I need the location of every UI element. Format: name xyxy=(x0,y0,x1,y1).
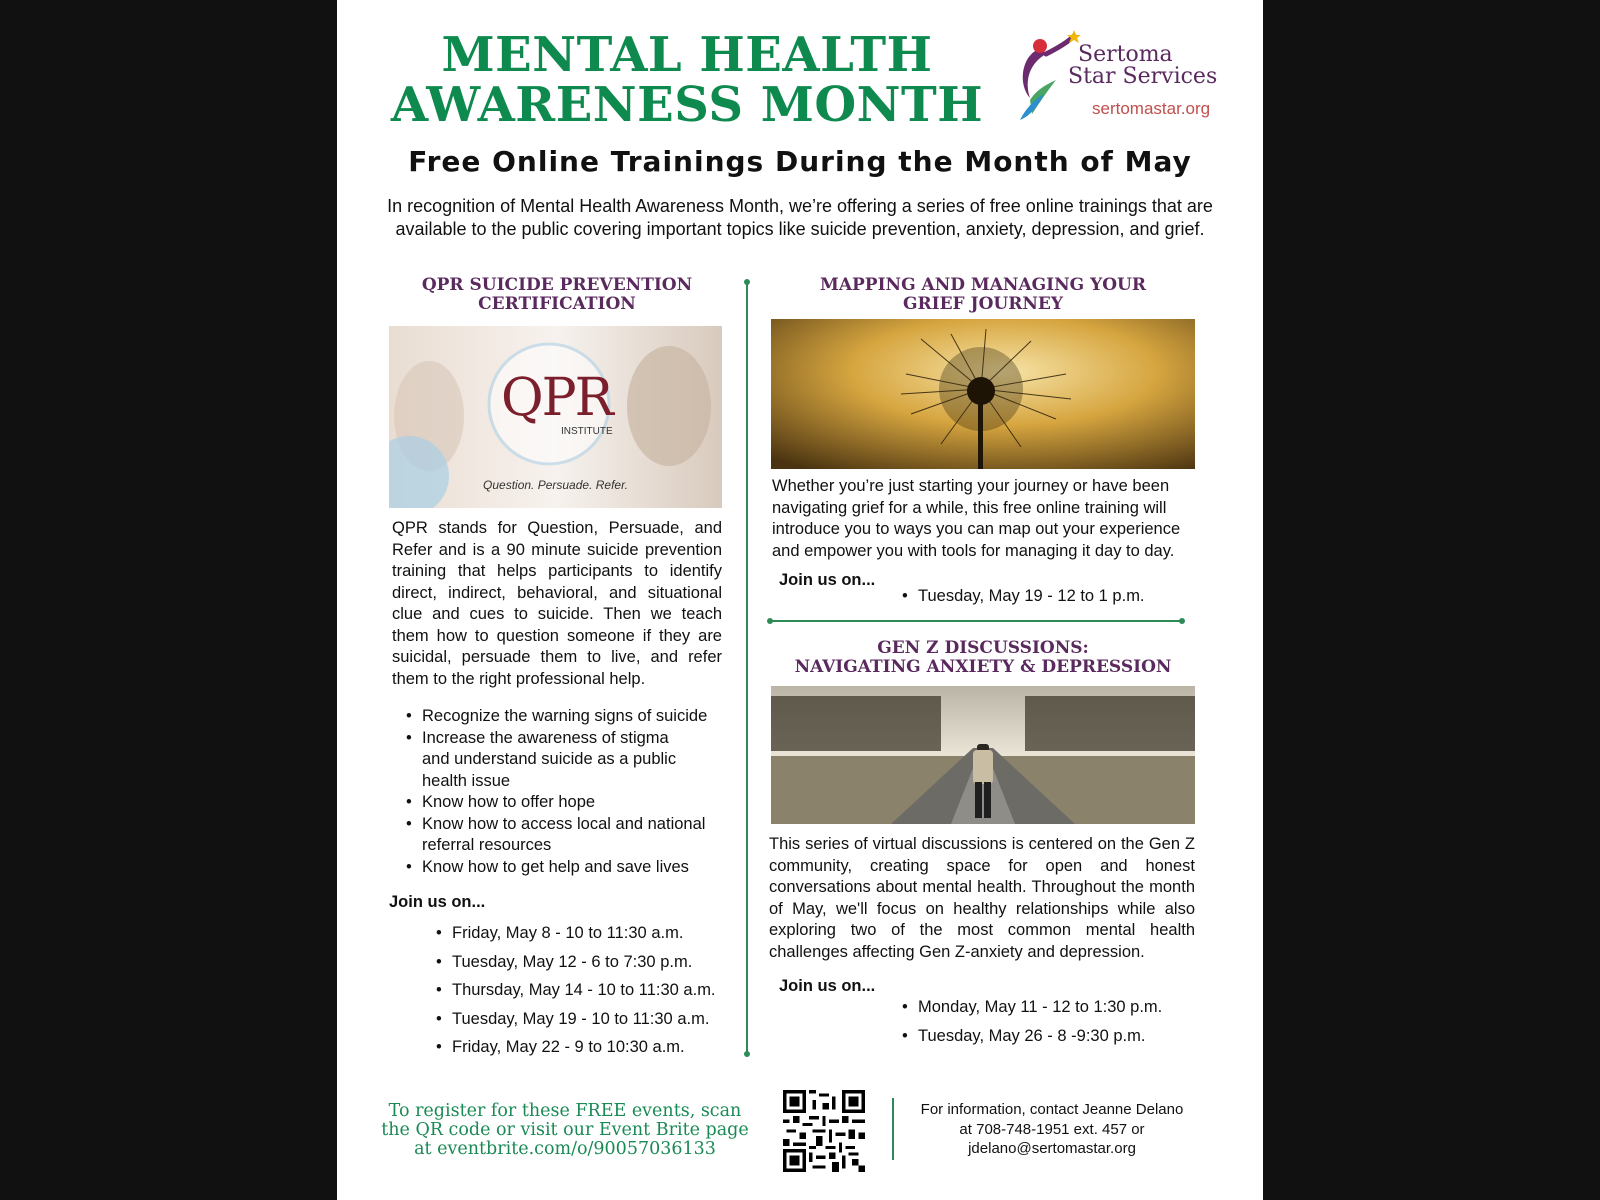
column-divider xyxy=(746,282,748,1054)
register-instructions xyxy=(375,1102,755,1159)
qpr-bullet: • Know how to access local and national referral resources xyxy=(422,814,732,857)
grief-image xyxy=(771,319,1195,469)
footer-divider xyxy=(892,1098,894,1160)
grief-date: • Tuesday, May 19 - 12 to 1 p.m. xyxy=(918,582,1188,611)
grief-title-line-1: MAPPING AND MANAGING YOUR xyxy=(820,275,1146,295)
register-line-3[interactable]: at eventbrite.com/o/90057036133 xyxy=(414,1139,716,1159)
qpr-date: • Tuesday, May 12 - 6 to 7:30 p.m. xyxy=(452,948,742,977)
qpr-bullet: • Know how to offer hope xyxy=(422,792,732,814)
genz-date-list xyxy=(918,993,1198,1050)
qpr-date: • Friday, May 8 - 10 to 11:30 a.m. xyxy=(452,919,742,948)
qpr-logo-text: QPR xyxy=(501,368,612,428)
grief-date-list xyxy=(918,582,1188,611)
section-divider xyxy=(770,620,1182,622)
logo-brand-line-1: Sertoma xyxy=(1078,42,1173,67)
logo-brand xyxy=(1068,44,1217,88)
qpr-date-list xyxy=(452,919,742,1062)
page-title xyxy=(377,27,997,133)
qpr-logo-subtext: INSTITUTE xyxy=(561,426,613,437)
qpr-join-label: Join us on... xyxy=(389,893,486,911)
qpr-bullet: • Know how to get help and save lives xyxy=(422,857,732,879)
intro-paragraph: In recognition of Mental Health Awareness Month, we’re offering a series of free online trainings that are available to the public covering important topics like suicide prevention, anxiety, depression, and grief. xyxy=(387,196,1213,239)
grief-join-label: Join us on... xyxy=(779,571,876,589)
title-line-2: AWARENESS MONTH xyxy=(390,77,984,133)
genz-date: • Monday, May 11 - 12 to 1:30 p.m. xyxy=(918,993,1198,1022)
genz-image xyxy=(771,686,1195,824)
qpr-description: QPR stands for Question, Persuade, and Refer and is a 90 minute suicide prevention training that helps participants to identify direct, indirect, behavioral, and situational clue and cues to suicide. Then we teach them how to question someone if they are suicidal, persuade them to live, and refer them to the right professional help. xyxy=(392,519,722,688)
sertoma-logo xyxy=(1012,22,1227,132)
qpr-bullet: • Increase the awareness of stigma and understand suicide as a public health issue xyxy=(422,728,732,793)
genz-date: • Tuesday, May 26 - 8 -9:30 p.m. xyxy=(918,1022,1198,1051)
qpr-section-title xyxy=(397,276,717,314)
contact-line-2: at 708-748-1951 ext. 457 or xyxy=(959,1120,1145,1138)
qpr-date: • Friday, May 22 - 9 to 10:30 a.m. xyxy=(452,1033,742,1062)
contact-info xyxy=(902,1100,1202,1159)
qr-code-icon[interactable] xyxy=(783,1090,865,1172)
contact-line-1: For information, contact Jeanne Delano xyxy=(920,1101,1184,1118)
subtitle: Free Online Trainings During the Month of May xyxy=(408,145,1192,178)
qpr-bullet-list xyxy=(392,706,732,878)
qpr-bullet: • Recognize the warning signs of suicide xyxy=(422,706,732,728)
dandelion-photo xyxy=(771,319,1195,469)
logo-url: sertomastar.org xyxy=(1092,99,1211,118)
qpr-tagline: Question. Persuade. Refer. xyxy=(483,478,628,492)
road-photo xyxy=(771,686,1195,824)
genz-title-line-1: GEN Z DISCUSSIONS: xyxy=(877,638,1089,658)
genz-description: This series of virtual discussions is centered on the Gen Z community, creating space for open and honest conversations about mental health. Throughout the month of May, we'll focus on healthy relationships while also exploring two of the most common mental health challenges affecting Gen Z-anxiety and depression. xyxy=(769,835,1195,961)
contact-email[interactable]: jdelano@sertomastar.org xyxy=(968,1140,1136,1157)
qpr-date: • Thursday, May 14 - 10 to 11:30 a.m. xyxy=(452,976,742,1005)
qpr-title-line-2: CERTIFICATION xyxy=(478,294,636,314)
title-line-1: MENTAL HEALTH xyxy=(441,27,933,83)
grief-section-title xyxy=(771,276,1195,314)
logo-brand-line-2: Star Services xyxy=(1068,64,1218,89)
genz-section-title xyxy=(771,639,1195,677)
register-line-2: the QR code or visit our Event Brite page xyxy=(381,1120,749,1140)
register-line-1: To register for these FREE events, scan xyxy=(388,1101,742,1121)
qpr-image xyxy=(389,326,722,508)
qpr-title-line-1: QPR SUICIDE PREVENTION xyxy=(421,275,693,295)
grief-title-line-2: GRIEF JOURNEY xyxy=(903,294,1063,314)
qpr-date: • Tuesday, May 19 - 10 to 11:30 a.m. xyxy=(452,1005,742,1034)
flyer-page xyxy=(337,0,1263,1200)
genz-title-line-2: NAVIGATING ANXIETY & DEPRESSION xyxy=(794,657,1172,677)
grief-description: Whether you’re just starting your journey or have been navigating grief for a while, this free online training will introduce you to ways you can map out your experience and empower you with tools for managing it day to day. xyxy=(772,477,1181,560)
genz-join-label: Join us on... xyxy=(779,977,876,995)
